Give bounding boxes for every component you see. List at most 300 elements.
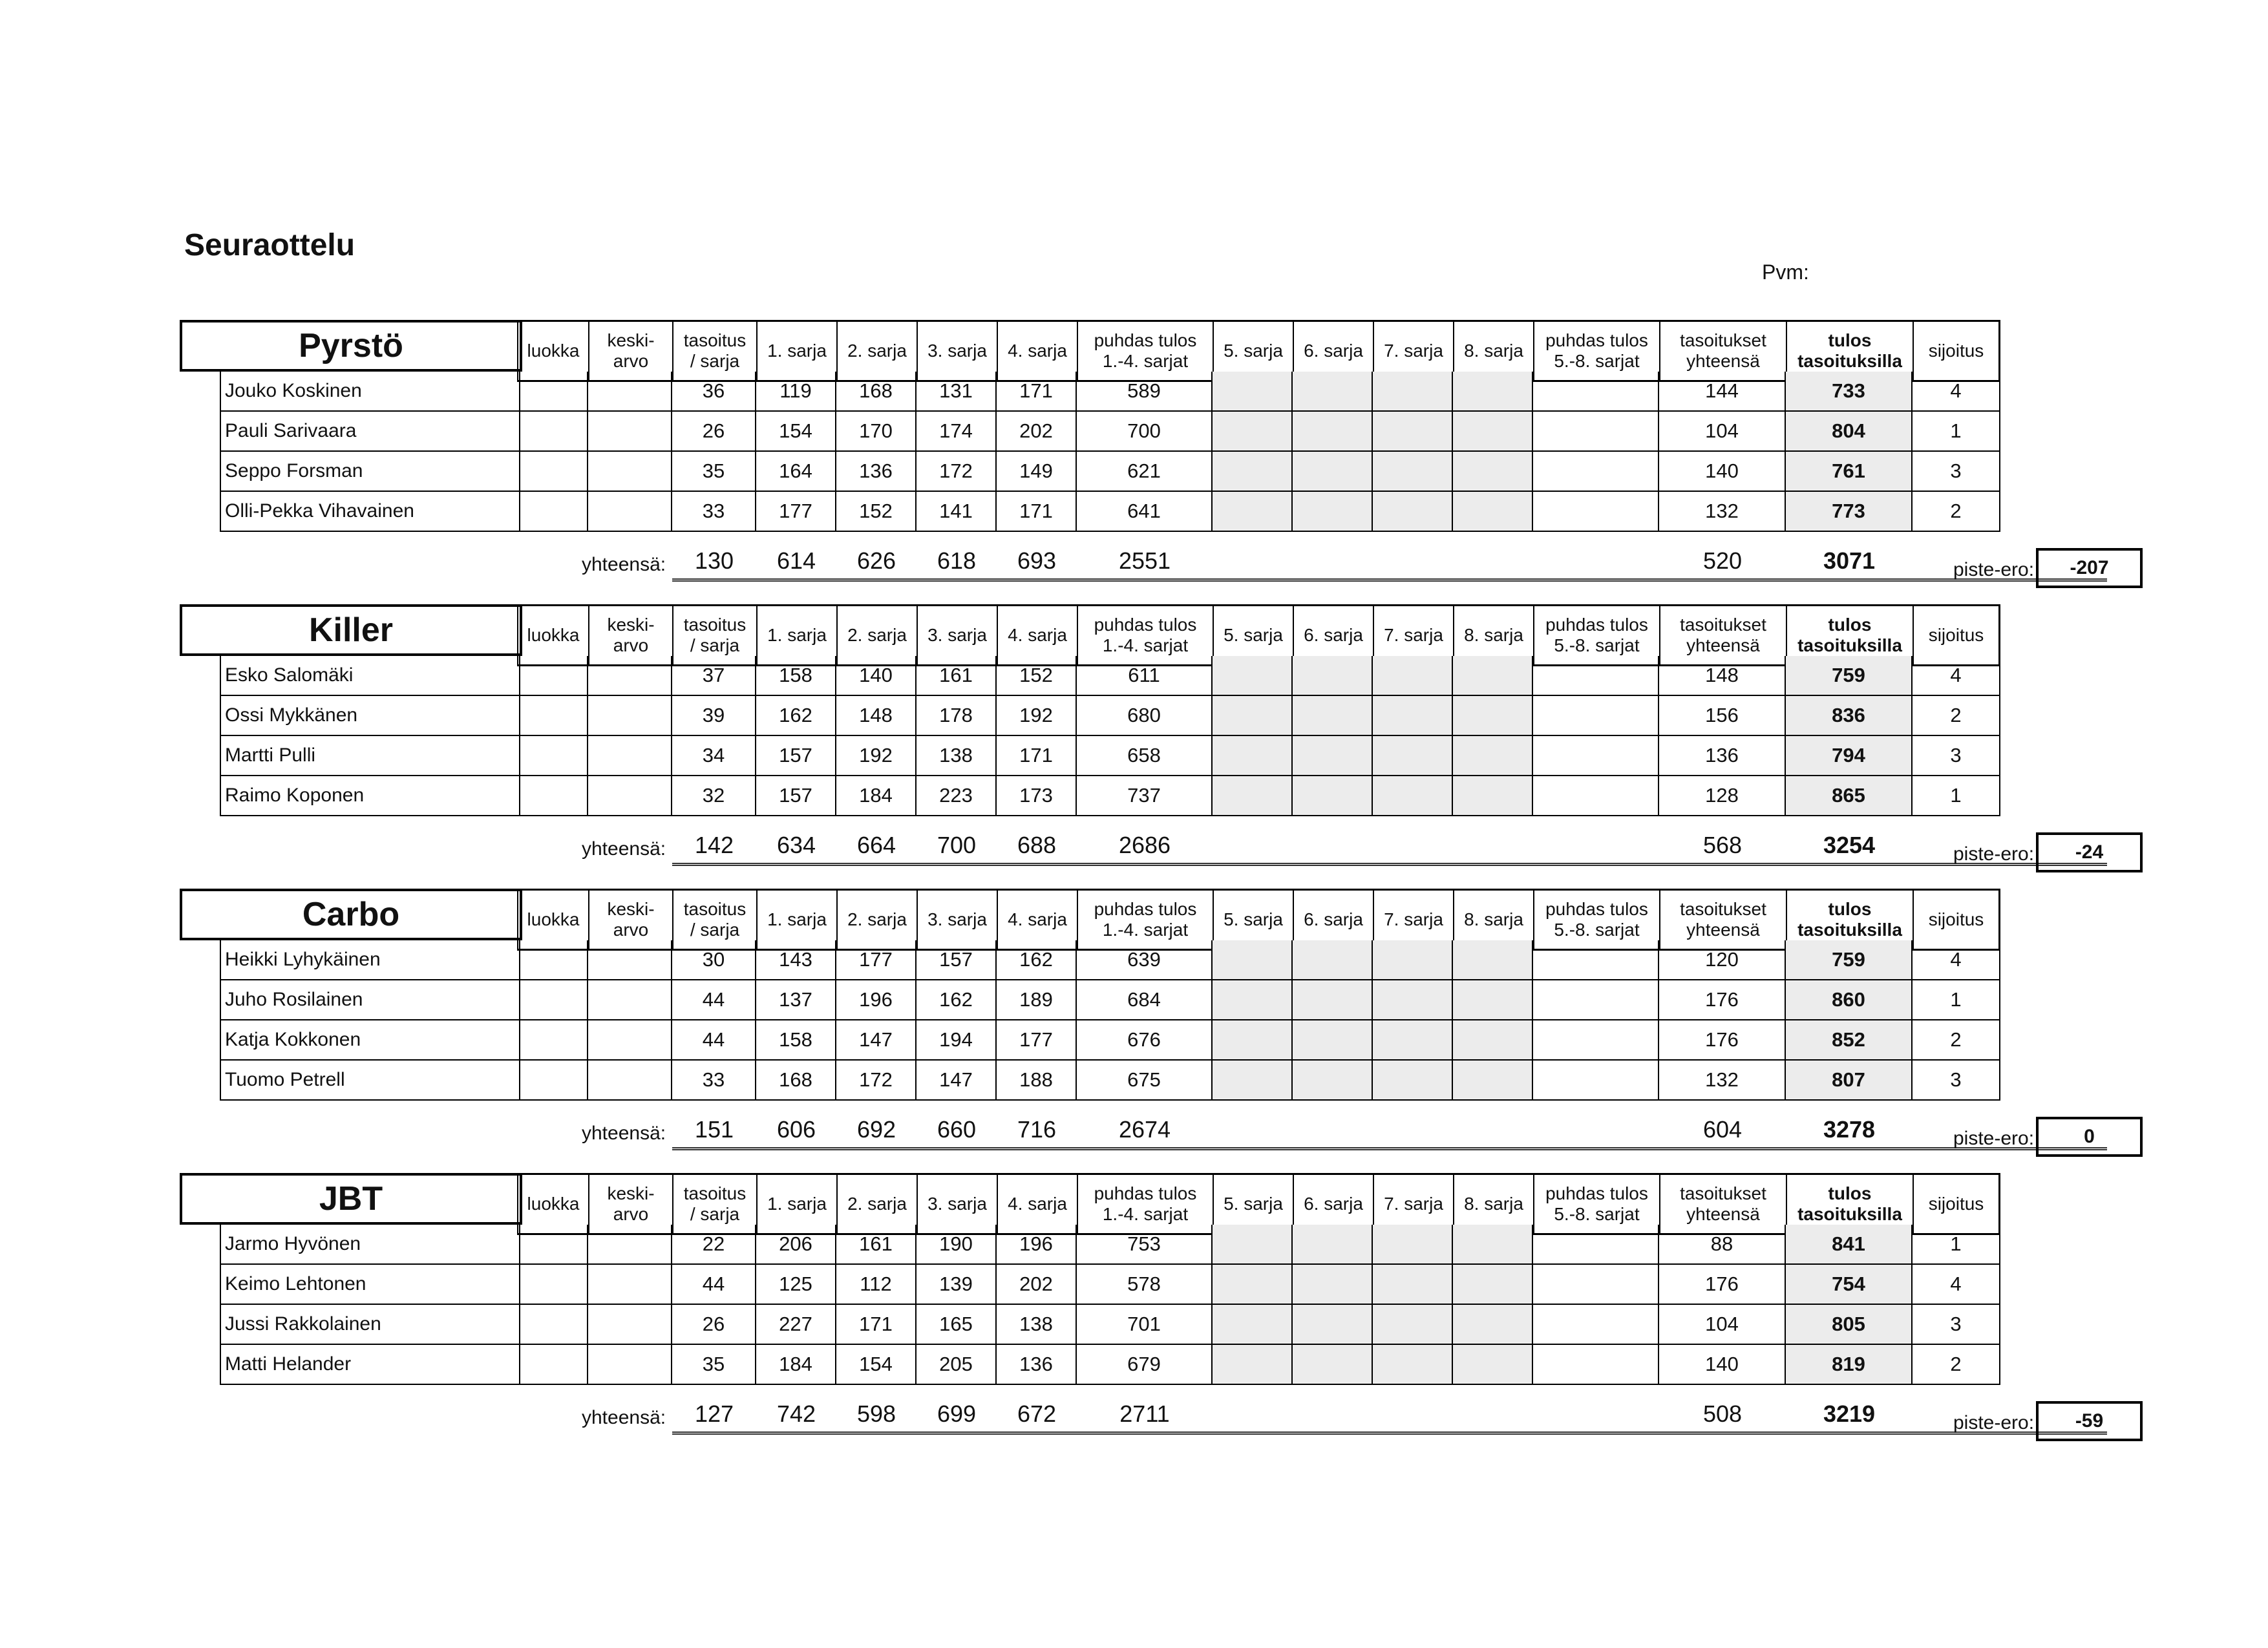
cell-empty bbox=[1373, 940, 1453, 980]
table-row bbox=[220, 776, 2152, 816]
column-header: 2. sarja bbox=[836, 1175, 917, 1233]
point-diff-value: -24 bbox=[2036, 832, 2143, 872]
cell-empty bbox=[1213, 492, 1293, 532]
page-title: Seuraottelu bbox=[184, 228, 355, 262]
cell-empty bbox=[1533, 1265, 1659, 1305]
cell-rank: 2 bbox=[1913, 1020, 2000, 1061]
cell-empty bbox=[517, 492, 588, 532]
column-header: luokka bbox=[517, 1175, 588, 1233]
column-header: 5. sarja bbox=[1213, 1175, 1293, 1233]
cell-s4: 152 bbox=[997, 656, 1077, 696]
cell-s3: 131 bbox=[917, 372, 997, 412]
cell-empty bbox=[517, 1225, 588, 1265]
cell-empty bbox=[588, 1061, 672, 1101]
column-header: tulos tasoituksilla bbox=[1786, 1175, 1913, 1233]
cell-s2: 172 bbox=[836, 1061, 917, 1101]
cell-hcp: 33 bbox=[672, 492, 756, 532]
table-row bbox=[220, 940, 2152, 980]
cell-empty bbox=[588, 1345, 672, 1385]
total-s3: 699 bbox=[937, 1400, 977, 1427]
cell-hcp: 35 bbox=[672, 1345, 756, 1385]
total-pure: 2686 bbox=[1118, 832, 1171, 858]
cell-empty bbox=[1213, 1345, 1293, 1385]
cell-hcp: 26 bbox=[672, 1305, 756, 1345]
total-s1: 634 bbox=[776, 832, 816, 858]
cell-empty bbox=[517, 656, 588, 696]
cell-s2: 168 bbox=[836, 372, 917, 412]
cell-empty bbox=[1453, 1020, 1533, 1061]
cell-rank: 4 bbox=[1913, 372, 2000, 412]
point-diff-label: piste-ero: bbox=[1953, 559, 2035, 580]
cell-s4: 173 bbox=[997, 776, 1077, 816]
column-header: puhdas tulos 5.-8. sarjat bbox=[1533, 1175, 1659, 1233]
column-header: keski- arvo bbox=[588, 1175, 672, 1233]
table-row bbox=[220, 656, 2152, 696]
totals-row bbox=[175, 545, 2152, 584]
cell-s4: 202 bbox=[997, 1265, 1077, 1305]
total-s2: 692 bbox=[856, 1116, 896, 1143]
team-name: Pyrstö bbox=[180, 320, 522, 372]
cell-s3: 194 bbox=[917, 1020, 997, 1061]
cell-empty bbox=[517, 452, 588, 492]
column-header: tasoitukset yhteensä bbox=[1659, 322, 1786, 380]
cell-s4: 202 bbox=[997, 412, 1077, 452]
cell-empty bbox=[1293, 412, 1373, 452]
cell-rank: 3 bbox=[1913, 1305, 2000, 1345]
totals-label: yhteensä: bbox=[582, 554, 666, 575]
total-s2: 664 bbox=[856, 832, 896, 858]
total-s4: 716 bbox=[1017, 1116, 1057, 1143]
total-pure: 2674 bbox=[1118, 1116, 1171, 1143]
column-header: luokka bbox=[517, 606, 588, 664]
point-diff-label: piste-ero: bbox=[1953, 843, 2035, 865]
cell-s1: 206 bbox=[756, 1225, 836, 1265]
cell-empty bbox=[1453, 372, 1533, 412]
cell-pure: 639 bbox=[1077, 940, 1213, 980]
cell-s2: 184 bbox=[836, 776, 917, 816]
cell-s2: 140 bbox=[836, 656, 917, 696]
cell-hcp_total: 132 bbox=[1659, 1061, 1786, 1101]
cell-empty bbox=[588, 1305, 672, 1345]
player-name: Esko Salomäki bbox=[220, 656, 520, 696]
cell-empty bbox=[588, 656, 672, 696]
cell-empty bbox=[1533, 1305, 1659, 1345]
column-header: 8. sarja bbox=[1453, 606, 1533, 664]
cell-s3: 147 bbox=[917, 1061, 997, 1101]
table-row bbox=[220, 1225, 2152, 1265]
cell-empty bbox=[1213, 452, 1293, 492]
player-name: Jussi Rakkolainen bbox=[220, 1305, 520, 1345]
cell-hcp_total: 120 bbox=[1659, 940, 1786, 980]
cell-empty bbox=[517, 736, 588, 776]
column-header: 4. sarja bbox=[997, 606, 1077, 664]
cell-empty bbox=[517, 412, 588, 452]
player-name: Raimo Koponen bbox=[220, 776, 520, 816]
cell-pure: 676 bbox=[1077, 1020, 1213, 1061]
cell-pure: 700 bbox=[1077, 412, 1213, 452]
team-section bbox=[175, 604, 2152, 885]
cell-empty bbox=[1373, 1020, 1453, 1061]
cell-empty bbox=[1213, 372, 1293, 412]
cell-pure: 641 bbox=[1077, 492, 1213, 532]
column-header: tulos tasoituksilla bbox=[1786, 606, 1913, 664]
cell-result: 733 bbox=[1786, 372, 1913, 412]
cell-hcp_total: 140 bbox=[1659, 452, 1786, 492]
cell-result: 761 bbox=[1786, 452, 1913, 492]
cell-s3: 190 bbox=[917, 1225, 997, 1265]
cell-s2: 192 bbox=[836, 736, 917, 776]
cell-s3: 223 bbox=[917, 776, 997, 816]
cell-pure: 701 bbox=[1077, 1305, 1213, 1345]
point-diff-value: -207 bbox=[2036, 548, 2143, 588]
cell-s3: 165 bbox=[917, 1305, 997, 1345]
cell-empty bbox=[1213, 696, 1293, 736]
cell-empty bbox=[1213, 1305, 1293, 1345]
cell-s3: 162 bbox=[917, 980, 997, 1020]
column-header: 1. sarja bbox=[756, 1175, 836, 1233]
cell-result: 841 bbox=[1786, 1225, 1913, 1265]
player-name: Jouko Koskinen bbox=[220, 372, 520, 412]
cell-pure: 621 bbox=[1077, 452, 1213, 492]
totals-row bbox=[175, 1398, 2152, 1437]
column-header: 3. sarja bbox=[917, 322, 997, 380]
cell-empty bbox=[517, 980, 588, 1020]
table-row bbox=[220, 980, 2152, 1020]
cell-empty bbox=[588, 452, 672, 492]
cell-empty bbox=[517, 696, 588, 736]
cell-empty bbox=[1373, 656, 1453, 696]
cell-s2: 112 bbox=[836, 1265, 917, 1305]
cell-empty bbox=[1453, 736, 1533, 776]
cell-s2: 196 bbox=[836, 980, 917, 1020]
cell-s1: 177 bbox=[756, 492, 836, 532]
cell-hcp: 44 bbox=[672, 980, 756, 1020]
cell-empty bbox=[1453, 452, 1533, 492]
table-row bbox=[220, 736, 2152, 776]
cell-empty bbox=[1213, 412, 1293, 452]
cell-s4: 171 bbox=[997, 372, 1077, 412]
total-hcp: 151 bbox=[694, 1116, 734, 1143]
cell-empty bbox=[1373, 980, 1453, 1020]
cell-pure: 658 bbox=[1077, 736, 1213, 776]
player-name: Ossi Mykkänen bbox=[220, 696, 520, 736]
date-label: Pvm: bbox=[1762, 260, 1809, 284]
column-header: 6. sarja bbox=[1293, 606, 1373, 664]
total-result: 3254 bbox=[1823, 832, 1876, 858]
cell-hcp_total: 128 bbox=[1659, 776, 1786, 816]
cell-empty bbox=[1293, 1061, 1373, 1101]
cell-empty bbox=[1453, 980, 1533, 1020]
cell-hcp: 33 bbox=[672, 1061, 756, 1101]
column-header: 2. sarja bbox=[836, 891, 917, 949]
cell-result: 819 bbox=[1786, 1345, 1913, 1385]
cell-empty bbox=[588, 696, 672, 736]
cell-result: 865 bbox=[1786, 776, 1913, 816]
cell-s2: 136 bbox=[836, 452, 917, 492]
cell-s3: 141 bbox=[917, 492, 997, 532]
column-header: 2. sarja bbox=[836, 322, 917, 380]
point-diff-label: piste-ero: bbox=[1953, 1128, 2035, 1149]
column-header: 1. sarja bbox=[756, 606, 836, 664]
cell-hcp_total: 88 bbox=[1659, 1225, 1786, 1265]
column-header: 3. sarja bbox=[917, 891, 997, 949]
cell-empty bbox=[1373, 1265, 1453, 1305]
cell-empty bbox=[517, 776, 588, 816]
cell-result: 759 bbox=[1786, 940, 1913, 980]
cell-hcp: 36 bbox=[672, 372, 756, 412]
cell-s2: 170 bbox=[836, 412, 917, 452]
cell-rank: 3 bbox=[1913, 1061, 2000, 1101]
cell-s1: 143 bbox=[756, 940, 836, 980]
team-name: Killer bbox=[180, 604, 522, 656]
totals-underline bbox=[672, 578, 2107, 582]
cell-hcp: 32 bbox=[672, 776, 756, 816]
cell-empty bbox=[517, 1345, 588, 1385]
column-header: 6. sarja bbox=[1293, 891, 1373, 949]
cell-empty bbox=[1293, 1020, 1373, 1061]
cell-empty bbox=[1453, 1305, 1533, 1345]
cell-empty bbox=[588, 736, 672, 776]
column-header: 5. sarja bbox=[1213, 322, 1293, 380]
total-s3: 660 bbox=[937, 1116, 977, 1143]
cell-empty bbox=[517, 372, 588, 412]
cell-s4: 177 bbox=[997, 1020, 1077, 1061]
player-name: Jarmo Hyvönen bbox=[220, 1225, 520, 1265]
column-header: 7. sarja bbox=[1373, 891, 1453, 949]
cell-empty bbox=[1213, 1265, 1293, 1305]
cell-s2: 177 bbox=[836, 940, 917, 980]
cell-rank: 1 bbox=[1913, 1225, 2000, 1265]
player-name: Keimo Lehtonen bbox=[220, 1265, 520, 1305]
cell-result: 759 bbox=[1786, 656, 1913, 696]
total-s4: 672 bbox=[1017, 1400, 1057, 1427]
cell-empty bbox=[1453, 412, 1533, 452]
cell-hcp_total: 176 bbox=[1659, 1020, 1786, 1061]
cell-s3: 178 bbox=[917, 696, 997, 736]
cell-empty bbox=[588, 372, 672, 412]
cell-empty bbox=[1373, 412, 1453, 452]
totals-underline bbox=[672, 863, 2107, 866]
cell-rank: 1 bbox=[1913, 412, 2000, 452]
column-header: tulos tasoituksilla bbox=[1786, 322, 1913, 380]
cell-empty bbox=[1373, 492, 1453, 532]
player-name: Tuomo Petrell bbox=[220, 1061, 520, 1101]
cell-result: 807 bbox=[1786, 1061, 1913, 1101]
cell-rank: 1 bbox=[1913, 776, 2000, 816]
cell-empty bbox=[1213, 980, 1293, 1020]
cell-empty bbox=[1533, 452, 1659, 492]
column-header: 1. sarja bbox=[756, 891, 836, 949]
total-hcp: 127 bbox=[694, 1400, 734, 1427]
column-header: luokka bbox=[517, 891, 588, 949]
cell-rank: 2 bbox=[1913, 492, 2000, 532]
cell-s1: 137 bbox=[756, 980, 836, 1020]
cell-s1: 158 bbox=[756, 656, 836, 696]
totals-label: yhteensä: bbox=[582, 1407, 666, 1428]
column-header: 8. sarja bbox=[1453, 1175, 1533, 1233]
totals-row bbox=[175, 829, 2152, 868]
column-header: puhdas tulos 5.-8. sarjat bbox=[1533, 891, 1659, 949]
cell-hcp_total: 148 bbox=[1659, 656, 1786, 696]
player-name: Juho Rosilainen bbox=[220, 980, 520, 1020]
cell-empty bbox=[517, 1020, 588, 1061]
cell-hcp_total: 176 bbox=[1659, 980, 1786, 1020]
point-diff-label: piste-ero: bbox=[1953, 1412, 2035, 1433]
column-header: puhdas tulos 1.-4. sarjat bbox=[1077, 606, 1213, 664]
total-s1: 614 bbox=[776, 547, 816, 574]
table-row bbox=[220, 1061, 2152, 1101]
cell-s3: 174 bbox=[917, 412, 997, 452]
cell-s4: 149 bbox=[997, 452, 1077, 492]
table-row bbox=[220, 492, 2152, 532]
cell-rank: 2 bbox=[1913, 696, 2000, 736]
cell-result: 773 bbox=[1786, 492, 1913, 532]
cell-empty bbox=[517, 1265, 588, 1305]
column-header: tasoitukset yhteensä bbox=[1659, 1175, 1786, 1233]
cell-empty bbox=[1293, 372, 1373, 412]
cell-hcp: 44 bbox=[672, 1020, 756, 1061]
column-header: tasoitukset yhteensä bbox=[1659, 891, 1786, 949]
cell-empty bbox=[517, 940, 588, 980]
column-header: 3. sarja bbox=[917, 606, 997, 664]
total-s3: 700 bbox=[937, 832, 977, 858]
column-header: 7. sarja bbox=[1373, 606, 1453, 664]
cell-hcp: 34 bbox=[672, 736, 756, 776]
cell-hcp_total: 132 bbox=[1659, 492, 1786, 532]
column-header: tasoitus / sarja bbox=[672, 322, 756, 380]
cell-s4: 196 bbox=[997, 1225, 1077, 1265]
total-result: 3071 bbox=[1823, 547, 1876, 574]
cell-empty bbox=[1453, 940, 1533, 980]
cell-empty bbox=[1533, 776, 1659, 816]
cell-empty bbox=[1373, 1225, 1453, 1265]
totals-underline bbox=[672, 1431, 2107, 1435]
cell-pure: 675 bbox=[1077, 1061, 1213, 1101]
column-header: 7. sarja bbox=[1373, 322, 1453, 380]
cell-s1: 164 bbox=[756, 452, 836, 492]
total-hcp: 142 bbox=[694, 832, 734, 858]
cell-s1: 184 bbox=[756, 1345, 836, 1385]
cell-pure: 679 bbox=[1077, 1345, 1213, 1385]
column-header: tasoitus / sarja bbox=[672, 1175, 756, 1233]
column-header: 1. sarja bbox=[756, 322, 836, 380]
cell-result: 805 bbox=[1786, 1305, 1913, 1345]
cell-s1: 227 bbox=[756, 1305, 836, 1345]
cell-empty bbox=[1533, 696, 1659, 736]
cell-hcp_total: 136 bbox=[1659, 736, 1786, 776]
cell-empty bbox=[588, 1225, 672, 1265]
player-name: Olli-Pekka Vihavainen bbox=[220, 492, 520, 532]
totals-label: yhteensä: bbox=[582, 1123, 666, 1144]
cell-hcp_total: 144 bbox=[1659, 372, 1786, 412]
cell-pure: 684 bbox=[1077, 980, 1213, 1020]
total-s1: 606 bbox=[776, 1116, 816, 1143]
table-row bbox=[220, 1305, 2152, 1345]
cell-empty bbox=[1373, 372, 1453, 412]
cell-hcp: 26 bbox=[672, 412, 756, 452]
cell-empty bbox=[1533, 1345, 1659, 1385]
cell-empty bbox=[1533, 1225, 1659, 1265]
total-pure: 2711 bbox=[1119, 1400, 1170, 1427]
column-header: 3. sarja bbox=[917, 1175, 997, 1233]
column-header: 4. sarja bbox=[997, 322, 1077, 380]
cell-empty bbox=[1533, 940, 1659, 980]
cell-empty bbox=[588, 1020, 672, 1061]
cell-s3: 161 bbox=[917, 656, 997, 696]
column-header: tasoitus / sarja bbox=[672, 606, 756, 664]
cell-empty bbox=[1293, 940, 1373, 980]
column-header: 7. sarja bbox=[1373, 1175, 1453, 1233]
column-header: 8. sarja bbox=[1453, 322, 1533, 380]
column-header: keski- arvo bbox=[588, 606, 672, 664]
cell-empty bbox=[1213, 1225, 1293, 1265]
column-header: puhdas tulos 1.-4. sarjat bbox=[1077, 322, 1213, 380]
cell-empty bbox=[1213, 1020, 1293, 1061]
player-name: Heikki Lyhykäinen bbox=[220, 940, 520, 980]
cell-result: 804 bbox=[1786, 412, 1913, 452]
table-row bbox=[220, 412, 2152, 452]
column-header: 5. sarja bbox=[1213, 606, 1293, 664]
cell-empty bbox=[1533, 412, 1659, 452]
cell-empty bbox=[1453, 1345, 1533, 1385]
cell-empty bbox=[1293, 1265, 1373, 1305]
column-header: 4. sarja bbox=[997, 891, 1077, 949]
cell-empty bbox=[1373, 1305, 1453, 1345]
cell-pure: 578 bbox=[1077, 1265, 1213, 1305]
point-diff-value: -59 bbox=[2036, 1401, 2143, 1441]
cell-empty bbox=[1533, 656, 1659, 696]
column-header: sijoitus bbox=[1913, 606, 2000, 664]
column-header: puhdas tulos 5.-8. sarjat bbox=[1533, 606, 1659, 664]
point-diff-value: 0 bbox=[2036, 1117, 2143, 1157]
column-header: tasoitukset yhteensä bbox=[1659, 606, 1786, 664]
cell-s4: 138 bbox=[997, 1305, 1077, 1345]
cell-result: 860 bbox=[1786, 980, 1913, 1020]
cell-result: 794 bbox=[1786, 736, 1913, 776]
total-hcp_total: 520 bbox=[1702, 547, 1743, 574]
cell-s1: 125 bbox=[756, 1265, 836, 1305]
team-name: JBT bbox=[180, 1173, 522, 1225]
column-header: luokka bbox=[517, 322, 588, 380]
cell-s1: 168 bbox=[756, 1061, 836, 1101]
column-header: 6. sarja bbox=[1293, 322, 1373, 380]
cell-empty bbox=[1293, 980, 1373, 1020]
column-header: sijoitus bbox=[1913, 1175, 2000, 1233]
cell-empty bbox=[1533, 980, 1659, 1020]
cell-empty bbox=[1213, 736, 1293, 776]
player-name: Seppo Forsman bbox=[220, 452, 520, 492]
table-row bbox=[220, 1020, 2152, 1061]
cell-empty bbox=[588, 412, 672, 452]
table-row bbox=[220, 452, 2152, 492]
team-name: Carbo bbox=[180, 889, 522, 940]
cell-empty bbox=[588, 940, 672, 980]
player-name: Pauli Sarivaara bbox=[220, 412, 520, 452]
cell-rank: 3 bbox=[1913, 736, 2000, 776]
totals-label: yhteensä: bbox=[582, 838, 666, 860]
cell-s1: 119 bbox=[756, 372, 836, 412]
column-header: tulos tasoituksilla bbox=[1786, 891, 1913, 949]
cell-empty bbox=[1293, 1305, 1373, 1345]
cell-empty bbox=[1293, 1345, 1373, 1385]
column-header: 2. sarja bbox=[836, 606, 917, 664]
column-header: tasoitus / sarja bbox=[672, 891, 756, 949]
cell-hcp_total: 140 bbox=[1659, 1345, 1786, 1385]
cell-empty bbox=[1373, 452, 1453, 492]
cell-s3: 205 bbox=[917, 1345, 997, 1385]
total-s3: 618 bbox=[937, 547, 977, 574]
cell-empty bbox=[1293, 492, 1373, 532]
